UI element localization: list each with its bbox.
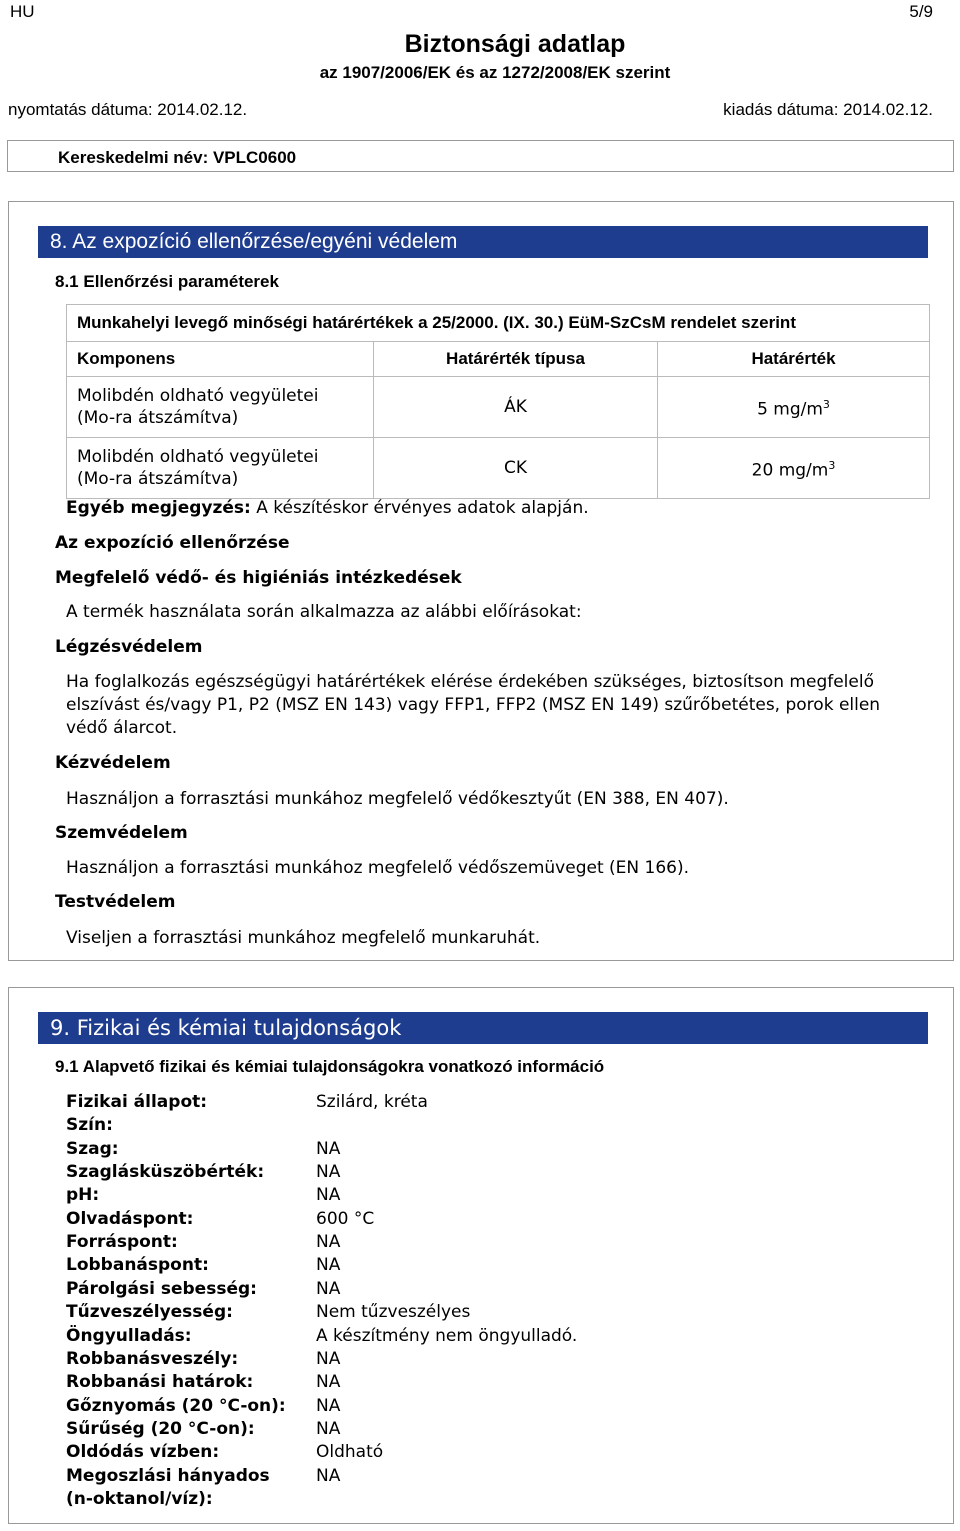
- language-code: HU: [10, 2, 35, 21]
- header-limit-value: Határérték: [658, 342, 930, 377]
- body-protection-heading: Testvédelem: [55, 892, 176, 912]
- property-value: NA: [316, 1185, 341, 1206]
- respiratory-protection-heading: Légzésvédelem: [55, 637, 203, 657]
- respiratory-protection-line-3: védő álarcot.: [66, 718, 178, 738]
- document-title: Biztonsági adatlap: [404, 30, 626, 58]
- property-value: NA: [316, 1418, 341, 1439]
- property-value: NA: [316, 1278, 341, 1299]
- property-label: Megoszlási hányados: [66, 1465, 270, 1486]
- property-label: Szaglásküszöbérték:: [66, 1162, 265, 1183]
- property-label: pH:: [66, 1185, 100, 1206]
- table-row: [67, 438, 930, 499]
- property-value: NA: [316, 1465, 341, 1486]
- eye-protection-text: Használjon a forrasztási munkához megfelelő védőszemüveget (EN 166).: [66, 858, 689, 878]
- property-value: NA: [316, 1232, 341, 1253]
- property-label: (n-oktanol/víz):: [66, 1488, 213, 1509]
- property-label: Fizikai állapot:: [66, 1092, 208, 1112]
- component-name: Molibdén oldható vegyületei: [77, 447, 319, 467]
- property-value: NA: [316, 1255, 341, 1276]
- property-label: Szag:: [66, 1138, 119, 1159]
- limit-value-cell: [658, 438, 930, 499]
- exposure-limits-table: [66, 304, 930, 499]
- limit-unit-exponent: 3: [822, 397, 830, 411]
- print-date: nyomtatás dátuma: 2014.02.12.: [8, 100, 248, 119]
- property-value: NA: [316, 1162, 341, 1183]
- trade-name: Kereskedelmi név: VPLC0600: [58, 148, 297, 167]
- property-value: NA: [316, 1138, 341, 1159]
- property-label: Robbanásveszély:: [66, 1348, 239, 1369]
- hygiene-heading: Megfelelő védő- és higiéniás intézkedések: [55, 568, 462, 588]
- property-label: Robbanási határok:: [66, 1372, 254, 1393]
- component-name: Molibdén oldható vegyületei: [77, 386, 319, 406]
- property-label: Oldódás vízben:: [66, 1442, 220, 1463]
- exposure-control-heading: Az expozíció ellenőrzése: [55, 533, 290, 553]
- property-value: Nem tűzveszélyes: [316, 1302, 471, 1323]
- table-row: [67, 377, 930, 438]
- property-label: Lobbanáspont:: [66, 1255, 209, 1276]
- property-value: NA: [316, 1348, 341, 1369]
- eye-protection-heading: Szemvédelem: [55, 823, 188, 843]
- table-caption: Munkahelyi levegő minőségi határértékek a 25/2000. (IX. 30.) EüM-SzCsM rendelet szerint: [67, 305, 930, 342]
- table-caption-row: [67, 305, 930, 342]
- section-8-1-heading: 8.1 Ellenőrzési paraméterek: [55, 272, 279, 291]
- body-protection-text: Viseljen a forrasztási munkához megfelelő munkaruhát.: [66, 928, 541, 948]
- other-note: [66, 497, 589, 520]
- property-value: 600 °C: [316, 1208, 375, 1229]
- limit-value-cell: [658, 377, 930, 438]
- property-value: A készítmény nem öngyulladó.: [316, 1325, 578, 1346]
- property-label: Forráspont:: [66, 1232, 178, 1253]
- property-label: Tűzveszélyesség:: [66, 1302, 233, 1323]
- property-label: Gőznyomás (20 °C-on):: [66, 1395, 286, 1416]
- limit-value: 20 mg/m: [751, 460, 829, 481]
- respiratory-protection-line-2: elszívást és/vagy P1, P2 (MSZ EN 143) vagy FFP1, FFP2 (MSZ EN 149) szűrőbetétes, porok ellen: [66, 695, 881, 715]
- component-cell: [67, 377, 374, 438]
- property-value: Szilárd, kréta: [316, 1092, 428, 1112]
- hand-protection-text: Használjon a forrasztási munkához megfelelő védőkesztyűt (EN 388, EN 407).: [66, 789, 729, 809]
- property-label: Öngyulladás:: [66, 1325, 192, 1346]
- limit-type-cell: ÁK: [374, 377, 658, 438]
- other-note-label: Egyéb megjegyzés:: [66, 498, 251, 518]
- property-label: Szín:: [66, 1115, 113, 1136]
- header-limit-type: Határérték típusa: [374, 342, 658, 377]
- limit-unit-exponent: 3: [828, 458, 836, 472]
- other-note-text: A készítéskor érvényes adatok alapján.: [250, 498, 589, 518]
- component-note: (Mo-ra átszámítva): [77, 469, 239, 489]
- section-8-title: 8. Az expozíció ellenőrzése/egyéni védelem: [38, 226, 928, 258]
- property-value: NA: [316, 1395, 341, 1416]
- hand-protection-heading: Kézvédelem: [55, 753, 171, 773]
- property-label: Olvadáspont:: [66, 1208, 194, 1229]
- property-value: NA: [316, 1372, 341, 1393]
- hygiene-text: A termék használata során alkalmazza az alábbi előírásokat:: [66, 602, 582, 622]
- page-number: 5/9: [909, 2, 933, 21]
- property-label: Sűrűség (20 °C-on):: [66, 1418, 255, 1439]
- section-9-title: 9. Fizikai és kémiai tulajdonságok: [38, 1012, 928, 1044]
- section-9-1-heading: 9.1 Alapvető fizikai és kémiai tulajdonságokra vonatkozó információ: [55, 1057, 605, 1076]
- issue-date: kiadás dátuma: 2014.02.12.: [723, 100, 933, 119]
- table-header-row: [67, 342, 930, 377]
- respiratory-protection-line-1: Ha foglalkozás egészségügyi határértékek elérése érdekében szükséges, biztosítson megfelelő: [66, 672, 874, 692]
- limit-value: 5 mg/m: [757, 399, 823, 420]
- property-label: Párolgási sebesség:: [66, 1278, 257, 1299]
- limit-type-cell: CK: [374, 438, 658, 499]
- component-cell: [67, 438, 374, 499]
- document-subtitle: az 1907/2006/EK és az 1272/2008/EK szerint: [319, 63, 671, 82]
- header-component: Komponens: [67, 342, 374, 377]
- component-note: (Mo-ra átszámítva): [77, 408, 239, 428]
- property-value: Oldható: [316, 1442, 384, 1463]
